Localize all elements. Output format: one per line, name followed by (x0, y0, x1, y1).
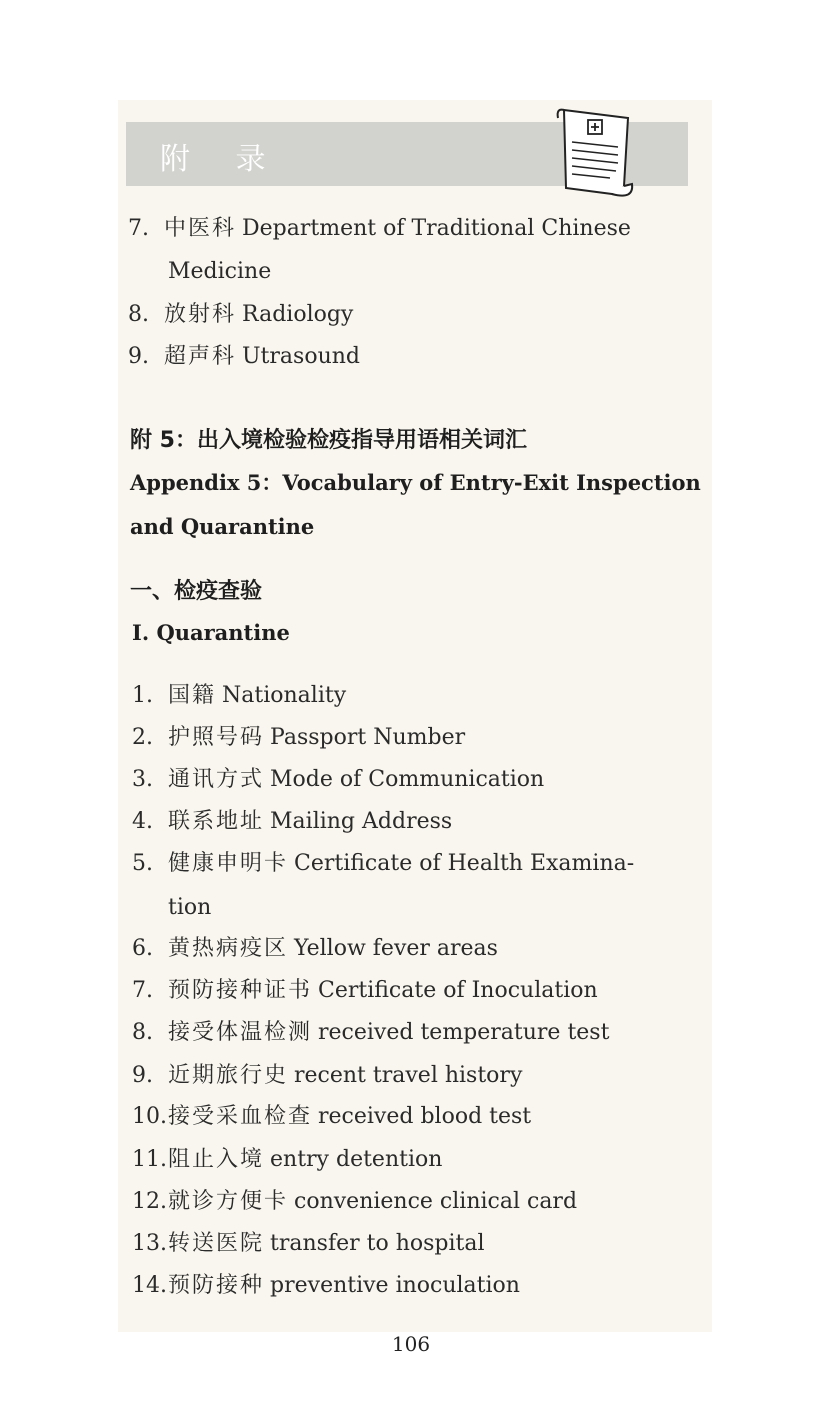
list-item (132, 1061, 522, 1091)
term-chinese: 预防接种证书 (168, 978, 313, 1003)
section-heading-cn: 一、检疫查验 (130, 579, 263, 604)
term-english: transfer to hospital (270, 1231, 485, 1256)
header-title: 附 录 (160, 142, 284, 177)
term-chinese: 黄热病疫区 (168, 936, 289, 961)
appendix-title-en-line1: Appendix 5：Vocabulary of Entry-Exit Inspection (130, 470, 701, 495)
list-item (132, 1271, 520, 1301)
item-number: 12. (132, 1189, 167, 1214)
item-number: 7. (128, 216, 149, 241)
list-item (128, 342, 360, 372)
item-number: 8. (132, 1020, 153, 1045)
term-english: Passport Number (270, 725, 466, 750)
term-english: received blood test (318, 1104, 532, 1129)
term-chinese: 联系地址 (168, 809, 265, 834)
term-chinese: 超声科 (164, 344, 237, 369)
list-item (128, 300, 353, 330)
item-number: 9. (132, 1063, 153, 1088)
term-chinese: 近期旅行史 (168, 1063, 289, 1088)
item-number: 3. (132, 767, 153, 792)
term-chinese: 预防接种 (168, 1273, 265, 1298)
term-english: Medicine (168, 259, 272, 284)
appendix-title-cn: 附 5：出入境检验检疫指导用语相关词汇 (130, 428, 527, 453)
list-item (132, 681, 346, 711)
term-english: received temperature test (318, 1020, 610, 1045)
item-number: 11. (132, 1147, 167, 1172)
term-chinese: 健康申明卡 (168, 851, 289, 876)
term-chinese: 接受体温检测 (168, 1020, 313, 1045)
item-number: 6. (132, 936, 153, 961)
term-english: Department of Traditional Chinese (242, 216, 631, 241)
term-english: Utrasound (242, 344, 360, 369)
list-item-continuation (168, 893, 211, 923)
term-chinese: 护照号码 (168, 725, 265, 750)
item-number: 1. (132, 683, 153, 708)
list-item (132, 1229, 485, 1259)
item-number: 4. (132, 809, 153, 834)
list-item (132, 1187, 577, 1217)
term-english: Yellow fever areas (294, 936, 498, 961)
term-english: preventive inoculation (270, 1273, 520, 1298)
item-number: 13. (132, 1231, 167, 1256)
term-chinese: 中医科 (164, 216, 237, 241)
item-number: 14. (132, 1273, 167, 1298)
list-item (132, 765, 544, 795)
item-number: 10. (132, 1104, 167, 1129)
term-english: entry detention (270, 1147, 443, 1172)
term-english: Radiology (242, 302, 354, 327)
section-heading-en: Ⅰ. Quarantine (132, 620, 290, 645)
term-english: convenience clinical card (294, 1189, 578, 1214)
list-item (132, 976, 598, 1006)
medical-document-icon (548, 100, 648, 210)
term-english: recent travel history (294, 1063, 523, 1088)
term-chinese: 就诊方便卡 (168, 1189, 289, 1214)
term-chinese: 放射科 (164, 302, 237, 327)
list-item (132, 807, 452, 837)
item-number: 2. (132, 725, 153, 750)
list-item-continuation (168, 257, 271, 287)
term-english: Mode of Communication (270, 767, 545, 792)
list-item (128, 214, 631, 244)
term-chinese: 通讯方式 (168, 767, 265, 792)
page-number: 106 (391, 1332, 431, 1356)
term-chinese: 国籍 (168, 683, 217, 708)
item-number: 9. (128, 344, 149, 369)
list-item (132, 1102, 531, 1132)
list-item (132, 1145, 442, 1175)
term-english: Mailing Address (270, 809, 453, 834)
term-english: Nationality (222, 683, 347, 708)
list-item (132, 934, 498, 964)
list-item (132, 849, 634, 879)
term-english: Certificate of Inoculation (318, 978, 598, 1003)
list-item (132, 1018, 609, 1048)
appendix-title-en-line2: and Quarantine (130, 514, 315, 539)
term-english: Certificate of Health Examina- (294, 851, 635, 876)
term-chinese: 阻止入境 (168, 1147, 265, 1172)
item-number: 8. (128, 302, 149, 327)
list-item (132, 723, 465, 753)
item-number: 7. (132, 978, 153, 1003)
term-english: tion (168, 895, 212, 920)
term-chinese: 接受采血检查 (168, 1104, 313, 1129)
term-chinese: 转送医院 (168, 1231, 265, 1256)
item-number: 5. (132, 851, 153, 876)
